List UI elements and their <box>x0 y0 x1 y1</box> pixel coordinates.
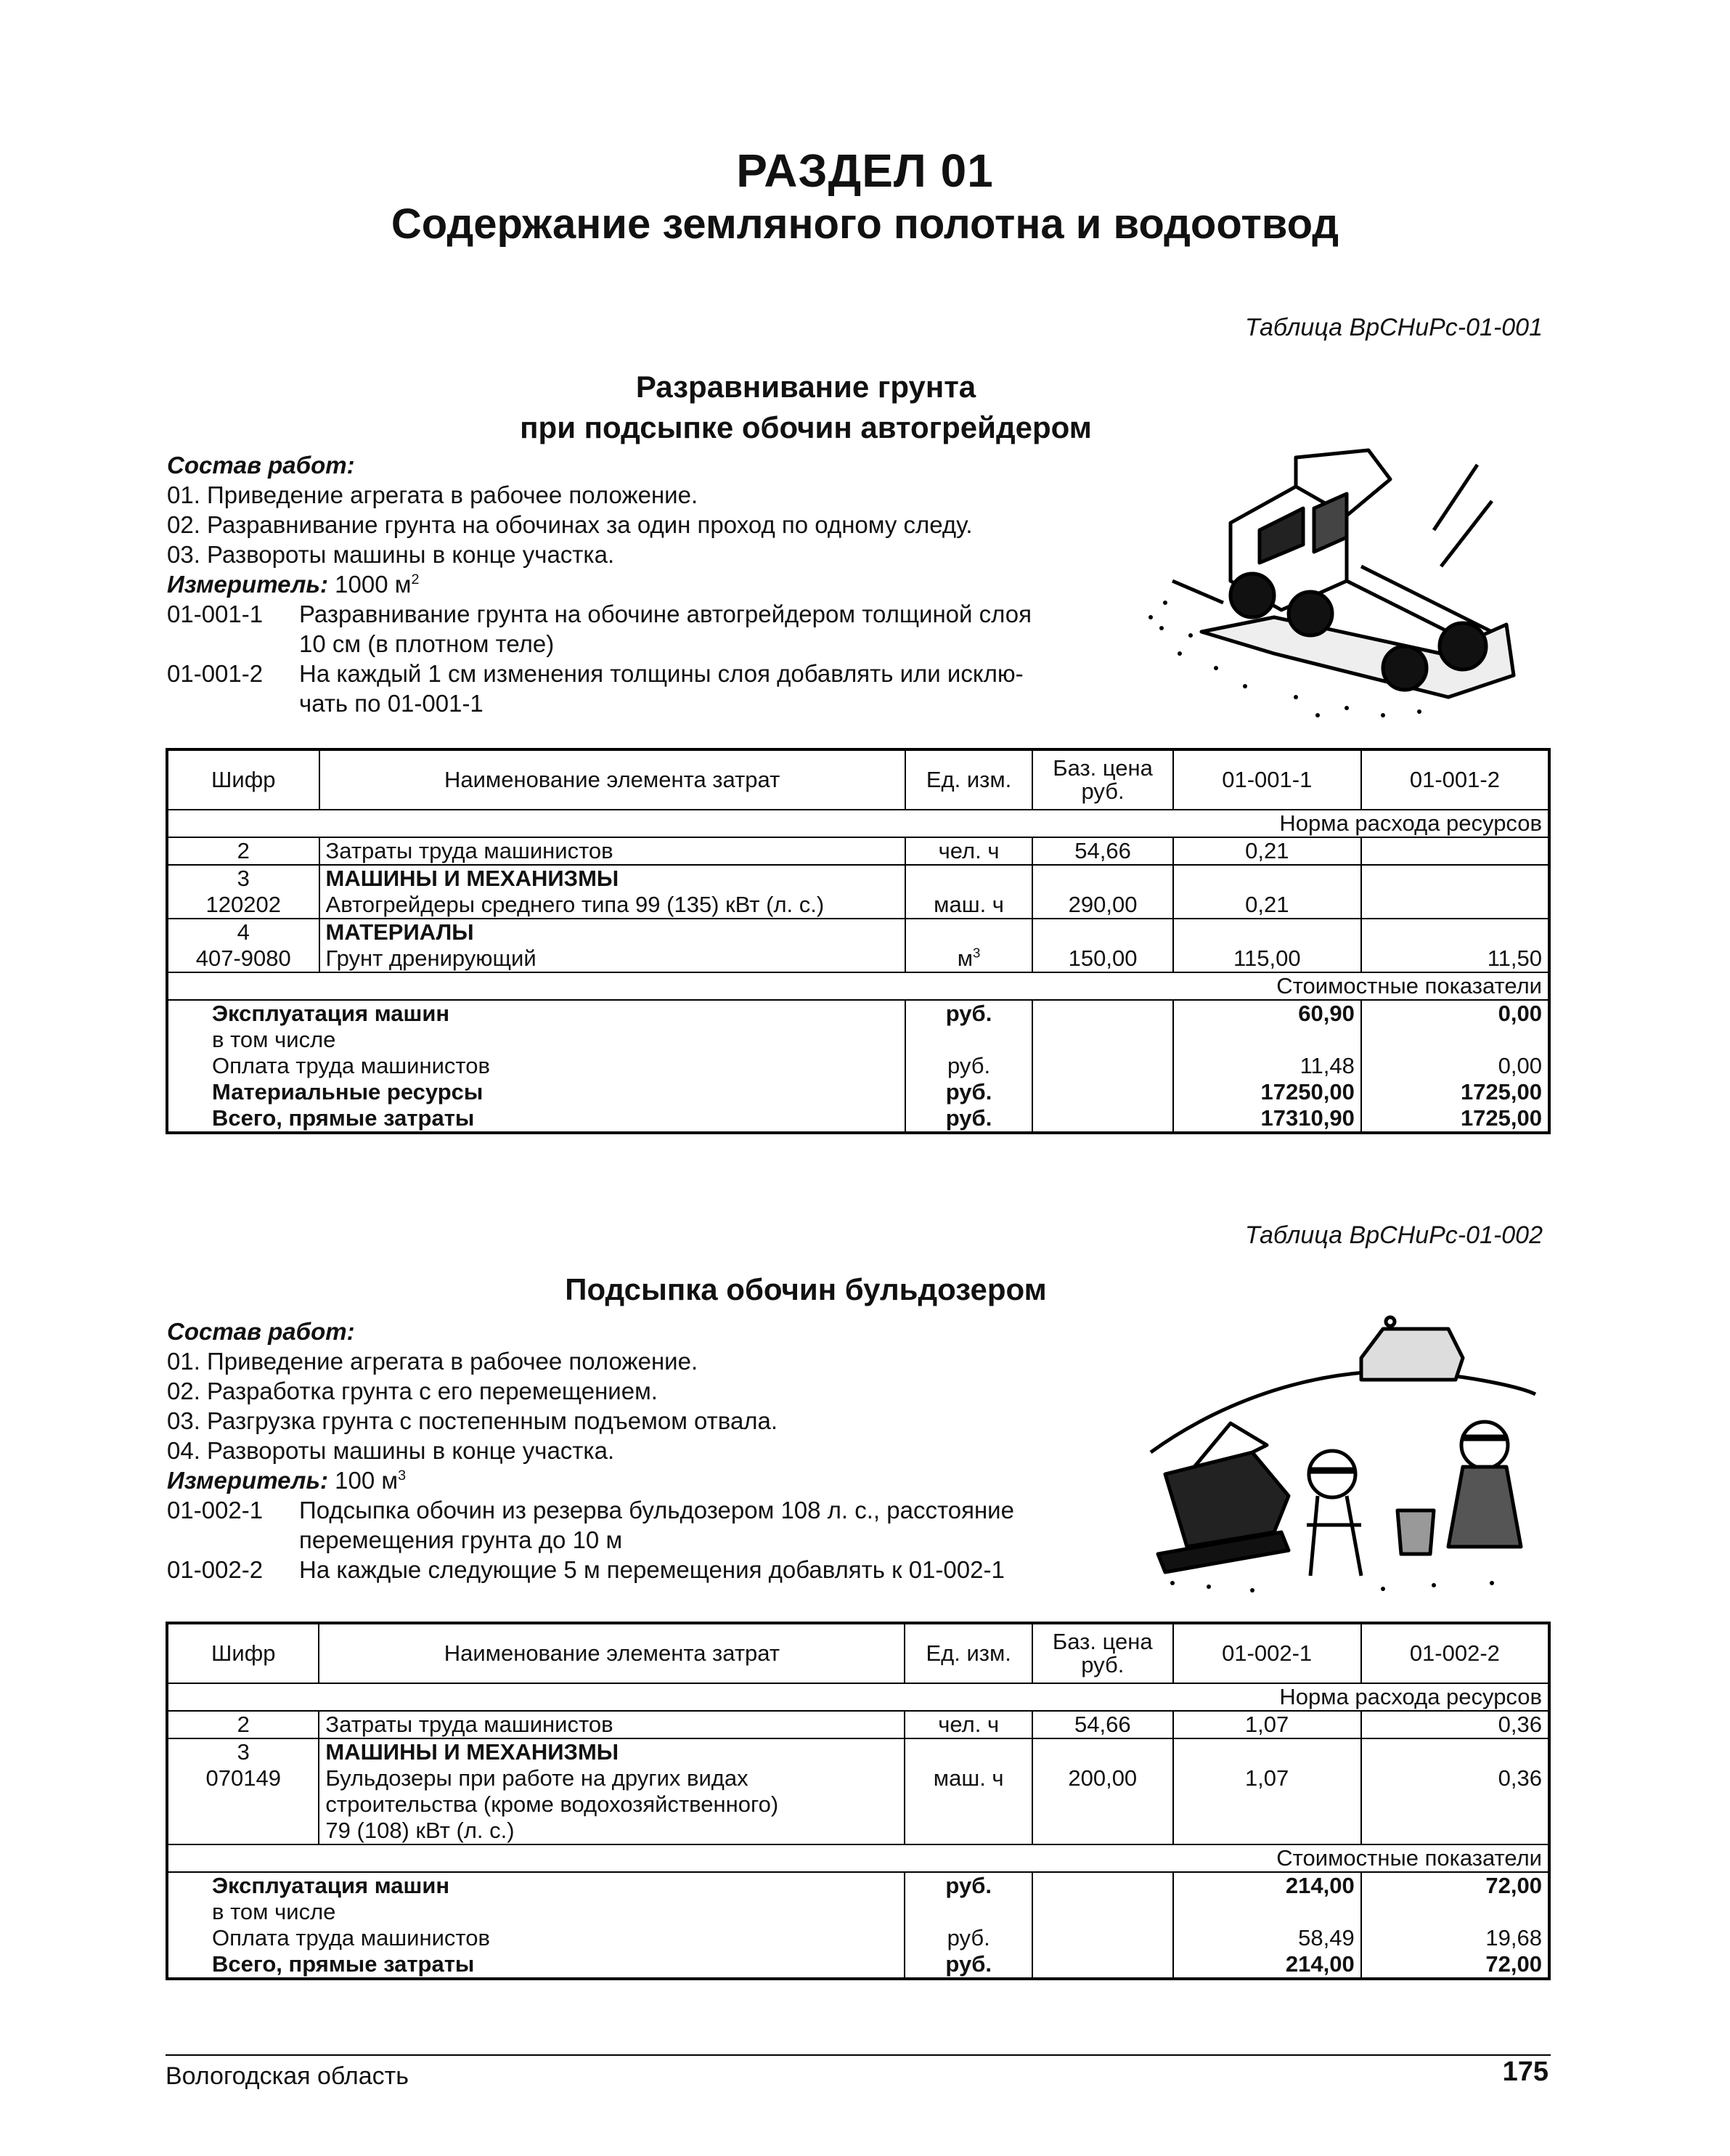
table-row <box>167 892 1549 919</box>
item-text: Подсыпка обочин из резерва бульдозером 108 л. с., расстояние <box>299 1497 1014 1524</box>
value-cell: 0,36 <box>1361 1711 1549 1738</box>
bulldozer-illustration <box>1143 1307 1550 1598</box>
cost-value: 72,00 <box>1361 1872 1549 1899</box>
name-cell: Грунт дренирующий <box>319 945 905 972</box>
norms-table-2 <box>166 1622 1551 1980</box>
table-header-row <box>167 1623 1549 1683</box>
norm-section-label: Норма расхода ресурсов <box>167 1683 1549 1711</box>
table-row <box>167 945 1549 972</box>
cost-value: 72,00 <box>1361 1951 1549 1979</box>
cost-row <box>167 1872 1549 1899</box>
unit-cell: чел. ч <box>905 1711 1032 1738</box>
cost-unit: руб. <box>905 1000 1033 1027</box>
measure-sup: 3 <box>398 1468 407 1484</box>
item-line <box>167 659 1032 688</box>
header-cell: Наименование элемента затрат <box>319 749 905 810</box>
unit-cell: маш. ч <box>905 892 1033 919</box>
work-description <box>167 1317 1014 1585</box>
norm-section-row <box>167 1683 1549 1711</box>
cost-value: 1725,00 <box>1361 1079 1549 1105</box>
footer-divider <box>166 2054 1551 2056</box>
cost-value: 11,48 <box>1173 1053 1361 1079</box>
unit-cell: маш. ч <box>905 1765 1032 1844</box>
cost-value: 214,00 <box>1173 1951 1361 1979</box>
name-line: строительства (кроме водохозяйственного) <box>325 1791 779 1817</box>
code-cell: 070149 <box>167 1765 319 1844</box>
header-cell: 01-002-2 <box>1361 1623 1549 1683</box>
item-text: На каждые следующие 5 м перемещения добавлять к 01-002-1 <box>299 1556 1005 1583</box>
table-row <box>167 1738 1549 1765</box>
price-cell: 54,66 <box>1032 1711 1172 1738</box>
subsection-title: Подсыпка обочин бульдозером <box>565 1272 1047 1306</box>
work-composition-label: Состав работ: <box>167 1318 355 1345</box>
table-row <box>167 837 1549 865</box>
item-code: 01-002-2 <box>167 1556 264 1583</box>
motor-grader-illustration <box>1129 436 1557 726</box>
code-cell: 3 <box>167 1738 319 1765</box>
price-cell: 200,00 <box>1032 1765 1172 1844</box>
header-cell: Баз. цена руб. <box>1032 1623 1172 1683</box>
cost-row <box>167 1105 1549 1133</box>
cost-value: 58,49 <box>1173 1925 1361 1951</box>
header-cell: Шифр <box>167 749 319 810</box>
item-code: 01-001-2 <box>167 660 264 687</box>
cost-row <box>167 1053 1549 1079</box>
item-text-cont: 10 см (в плотном теле) <box>299 630 555 657</box>
name-cell: Автогрейдеры среднего типа 99 (135) кВт (л. с.) <box>319 892 905 919</box>
cost-name: Эксплуатация машин <box>167 1872 905 1899</box>
cost-name: Всего, прямые затраты <box>167 1105 905 1133</box>
value-cell <box>1361 892 1549 919</box>
table-reference: Таблица ВрСНиРс-01-001 <box>1244 314 1543 341</box>
name-line: Бульдозеры при работе на других видах <box>325 1765 748 1791</box>
work-step: 02. Разравнивание грунта на обочинах за один проход по одному следу. <box>167 511 973 538</box>
measure-label: Измеритель: <box>167 571 328 598</box>
cost-section-label: Стоимостные показатели <box>167 1844 1549 1872</box>
cost-name: Оплата труда машинистов <box>167 1053 905 1079</box>
group-name-cell: МАТЕРИАЛЫ <box>319 919 905 945</box>
cost-row <box>167 1079 1549 1105</box>
code-cell: 3 <box>167 865 319 892</box>
code-cell: 2 <box>167 837 319 865</box>
table-row <box>167 865 1549 892</box>
code-cell: 2 <box>167 1711 319 1738</box>
header-cell: 01-001-2 <box>1361 749 1549 810</box>
cost-unit: руб. <box>905 1925 1032 1951</box>
cost-section-row <box>167 1844 1549 1872</box>
section-title: Содержание земляного полотна и водоотвод <box>391 200 1339 248</box>
value-cell: 0,36 <box>1361 1765 1549 1844</box>
table-header-row <box>167 749 1549 810</box>
item-line <box>167 1495 1014 1525</box>
cost-unit: руб. <box>905 1079 1033 1105</box>
work-step: 03. Развороты машины в конце участка. <box>167 541 615 568</box>
table-reference: Таблица ВрСНиРс-01-002 <box>1244 1221 1543 1249</box>
cost-value: 0,00 <box>1361 1053 1549 1079</box>
header-cell: Ед. изм. <box>905 1623 1032 1683</box>
code-cell: 407-9080 <box>167 945 319 972</box>
cost-unit: руб. <box>905 1872 1032 1899</box>
cost-row <box>167 1027 1549 1053</box>
name-cell: Затраты труда машинистов <box>319 837 905 865</box>
cost-name: Оплата труда машинистов <box>167 1925 905 1951</box>
cost-name: Эксплуатация машин <box>167 1000 905 1027</box>
norms-table-1 <box>166 748 1551 1134</box>
work-description <box>167 450 1032 718</box>
cost-value: 60,90 <box>1173 1000 1361 1027</box>
footer-region: Вологодская область <box>166 2062 409 2090</box>
work-step: 03. Разгрузка грунта с постепенным подъемом отвала. <box>167 1407 778 1434</box>
item-code: 01-001-1 <box>167 601 264 627</box>
name-line: 79 (108) кВт (л. с.) <box>325 1818 515 1843</box>
page-number: 175 <box>1502 2057 1549 2087</box>
cost-section-label: Стоимостные показатели <box>167 972 1549 1000</box>
group-name-cell: МАШИНЫ И МЕХАНИЗМЫ <box>319 865 905 892</box>
name-cell: Затраты труда машинистов <box>319 1711 905 1738</box>
cost-unit: руб. <box>905 1105 1033 1133</box>
measure-value: 100 м <box>335 1467 399 1494</box>
cost-unit: руб. <box>905 1951 1032 1979</box>
cost-value: 1725,00 <box>1361 1105 1549 1133</box>
value-cell: 11,50 <box>1361 945 1549 972</box>
header-cell: 01-002-1 <box>1173 1623 1361 1683</box>
work-composition-label: Состав работ: <box>167 452 355 479</box>
table-row <box>167 919 1549 945</box>
price-cell: 54,66 <box>1032 837 1172 865</box>
subsection-title-line: при подсыпке обочин автогрейдером <box>520 410 1092 444</box>
cost-unit: руб. <box>905 1053 1033 1079</box>
item-text-cont: чать по 01-001-1 <box>299 690 483 717</box>
subsection-title-line: Разравнивание грунта <box>635 370 976 404</box>
price-cell: 290,00 <box>1032 892 1172 919</box>
header-cell: Ед. изм. <box>905 749 1033 810</box>
norm-section-row <box>167 810 1549 837</box>
work-step: 01. Приведение агрегата в рабочее положение. <box>167 481 698 508</box>
cost-row <box>167 1951 1549 1979</box>
measure-value: 1000 м <box>335 571 412 598</box>
measure-line <box>167 569 1032 599</box>
unit-cell <box>905 945 1033 972</box>
value-cell: 0,21 <box>1173 892 1361 919</box>
cost-name: в том числе <box>167 1027 905 1053</box>
cost-name: в том числе <box>167 1899 905 1925</box>
header-cell: 01-001-1 <box>1173 749 1361 810</box>
code-cell: 120202 <box>167 892 319 919</box>
cost-value: 17250,00 <box>1173 1079 1361 1105</box>
cost-name: Материальные ресурсы <box>167 1079 905 1105</box>
item-text: Разравнивание грунта на обочине автогрейдером толщиной слоя <box>299 601 1032 627</box>
item-text-cont: перемещения грунта до 10 м <box>299 1526 623 1553</box>
cost-value: 0,00 <box>1361 1000 1549 1027</box>
item-text: На каждый 1 см изменения толщины слоя добавлять или исклю- <box>299 660 1024 687</box>
work-step: 02. Разработка грунта с его перемещением. <box>167 1378 658 1404</box>
cost-row <box>167 1899 1549 1925</box>
value-cell <box>1361 837 1549 865</box>
measure-label: Измеритель: <box>167 1467 328 1494</box>
cost-value: 19,68 <box>1361 1925 1549 1951</box>
section-number: РАЗДЕЛ 01 <box>736 145 994 197</box>
work-step: 04. Развороты машины в конце участка. <box>167 1437 615 1464</box>
header-cell: Шифр <box>167 1623 319 1683</box>
cost-name: Всего, прямые затраты <box>167 1951 905 1979</box>
norm-section-label: Норма расхода ресурсов <box>167 810 1549 837</box>
value-cell: 1,07 <box>1173 1765 1361 1844</box>
cost-value: 214,00 <box>1173 1872 1361 1899</box>
header-cell: Наименование элемента затрат <box>319 1623 905 1683</box>
table-row <box>167 1711 1549 1738</box>
item-line <box>167 1555 1014 1585</box>
header-cell: Баз. цена руб. <box>1032 749 1172 810</box>
unit-text: м <box>957 945 974 971</box>
value-cell: 1,07 <box>1173 1711 1361 1738</box>
cost-row <box>167 1925 1549 1951</box>
work-step: 01. Приведение агрегата в рабочее положение. <box>167 1348 698 1375</box>
table-row <box>167 1765 1549 1844</box>
item-code: 01-002-1 <box>167 1497 264 1524</box>
measure-sup: 2 <box>411 571 420 587</box>
item-line <box>167 599 1032 629</box>
cost-value: 17310,90 <box>1173 1105 1361 1133</box>
name-cell <box>319 1765 905 1844</box>
measure-line <box>167 1465 1014 1495</box>
value-cell: 0,21 <box>1173 837 1361 865</box>
cost-section-row <box>167 972 1549 1000</box>
unit-sup: 3 <box>973 945 981 961</box>
value-cell: 115,00 <box>1173 945 1361 972</box>
unit-cell: чел. ч <box>905 837 1033 865</box>
code-cell: 4 <box>167 919 319 945</box>
price-cell: 150,00 <box>1032 945 1172 972</box>
group-name-cell: МАШИНЫ И МЕХАНИЗМЫ <box>319 1738 905 1765</box>
cost-row <box>167 1000 1549 1027</box>
